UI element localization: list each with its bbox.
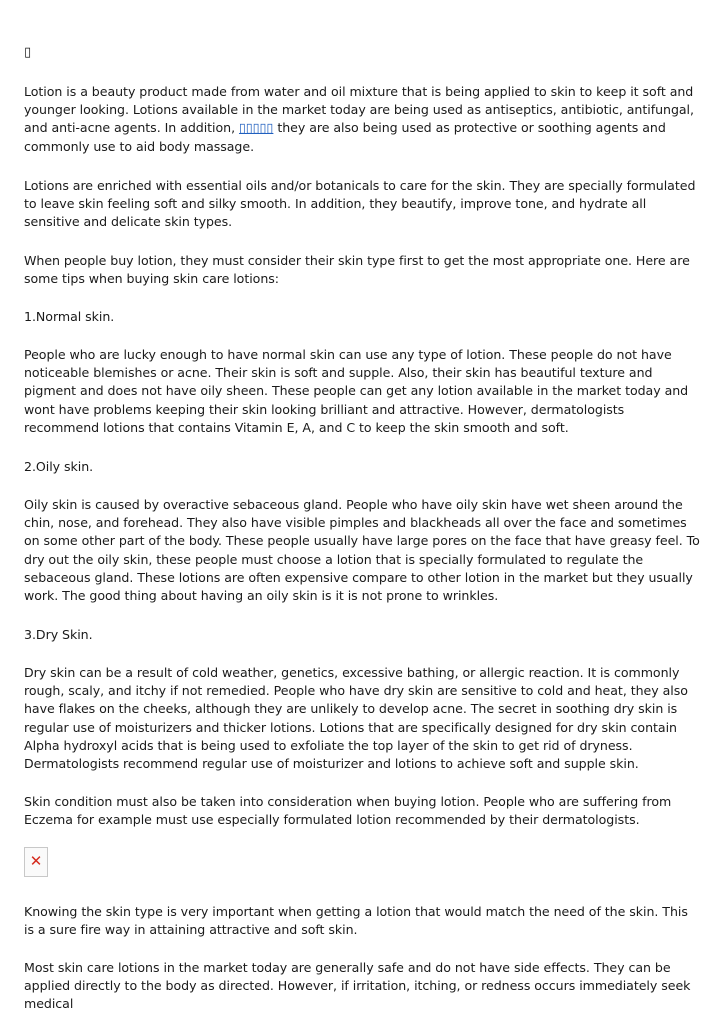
paragraph-skin-condition: Skin condition must also be taken into consideration when buying lotion. People who are suffering from Eczema for example must use especially formulated lotion recommended by their dermatologists. — [24, 794, 672, 828]
paragraph-dry-skin: Dry skin can be a result of cold weather, genetics, excessive bathing, or allergic reaction. It is commonly rough, scaly, and itchy if not remedied. People who have dry skin are sensitive to cold and heat, they also have flakes on the cheeks, although they are unlikely to develop acne. The secret in soothing dry skin is regular use of moisturizers and thicker lotions. Lotions that are specifically designed for dry skin contain Alpha hydroxyl acids that is being used to exfoliate the top layer of the skin to get rid of dryness. Dermatologists recommend regular use of moisturizer and lotions to achieve soft and supple skin. — [24, 665, 688, 772]
paragraph-enriched: Lotions are enriched with essential oils and/or botanicals to care for the skin. They are specially formulated to leave skin feeling soft and silky smooth. In addition, they beautify, improve tone, and hydrate all sensitive and delicate skin types. — [24, 178, 696, 230]
broken-image-x-icon: ✕ — [29, 852, 43, 870]
inline-link[interactable]: ▯▯▯▯▯ — [238, 120, 274, 136]
broken-image — [24, 847, 48, 877]
paragraph-safety: Most skin care lotions in the market today are generally safe and do not have side effects. They can be applied directly to the body as directed. However, if irritation, itching, or redness occurs immediately seek medical — [24, 960, 691, 1012]
paragraph-intro-text-after: they are also being used as protective or soothing agents and commonly use to aid body massage. — [24, 120, 666, 154]
heading-oily-skin: 2.Oily skin. — [24, 459, 94, 474]
paragraph-intro-text-before: Lotion is a beauty product made from water and oil mixture that is being applied to skin to keep it soft and younger looking. Lotions available in the market today are being used as antiseptics, antibiotic, antifungal, and anti-acne agents. In addition, — [24, 84, 694, 136]
paragraph-skin-type-importance: Knowing the skin type is very important when getting a lotion that would match the need of the skin. This is a sure fire way in attaining attractive and soft skin. — [24, 904, 688, 938]
paragraph-oily-skin: Oily skin is caused by overactive sebaceous gland. People who have oily skin have wet sheen around the chin, nose, and forehead. They also have visible pimples and blackheads all over the face and sometimes on some other part of the body. These people usually have large pores on the face that have greasy feel. To dry out the oily skin, these people must choose a lotion that is specially formulated to regulate the sebaceous gland. These lotions are often expensive compare to other lotion in the market but they usually work. The good thing about having an oily skin is it is not prone to wrinkles. — [24, 497, 700, 604]
heading-dry-skin: 3.Dry Skin. — [24, 627, 93, 642]
header-placeholder-glyph: ▯ — [24, 45, 32, 60]
heading-normal-skin: 1.Normal skin. — [24, 309, 115, 324]
paragraph-tips-intro: When people buy lotion, they must consider their skin type first to get the most appropriate one. Here are some tips when buying skin care lotions: — [24, 253, 690, 287]
paragraph-intro — [24, 83, 700, 156]
paragraph-normal-skin: People who are lucky enough to have normal skin can use any type of lotion. These people do not have noticeable blemishes or acne. Their skin is soft and supple. Also, their skin has beautiful texture and pigment and does not have oily sheen. These people can get any lotion available in the market today and wont have problems keeping their skin looking brilliant and attractive. However, dermatologists recommend lotions that contains Vitamin E, A, and C to keep the skin smooth and soft. — [24, 347, 689, 435]
